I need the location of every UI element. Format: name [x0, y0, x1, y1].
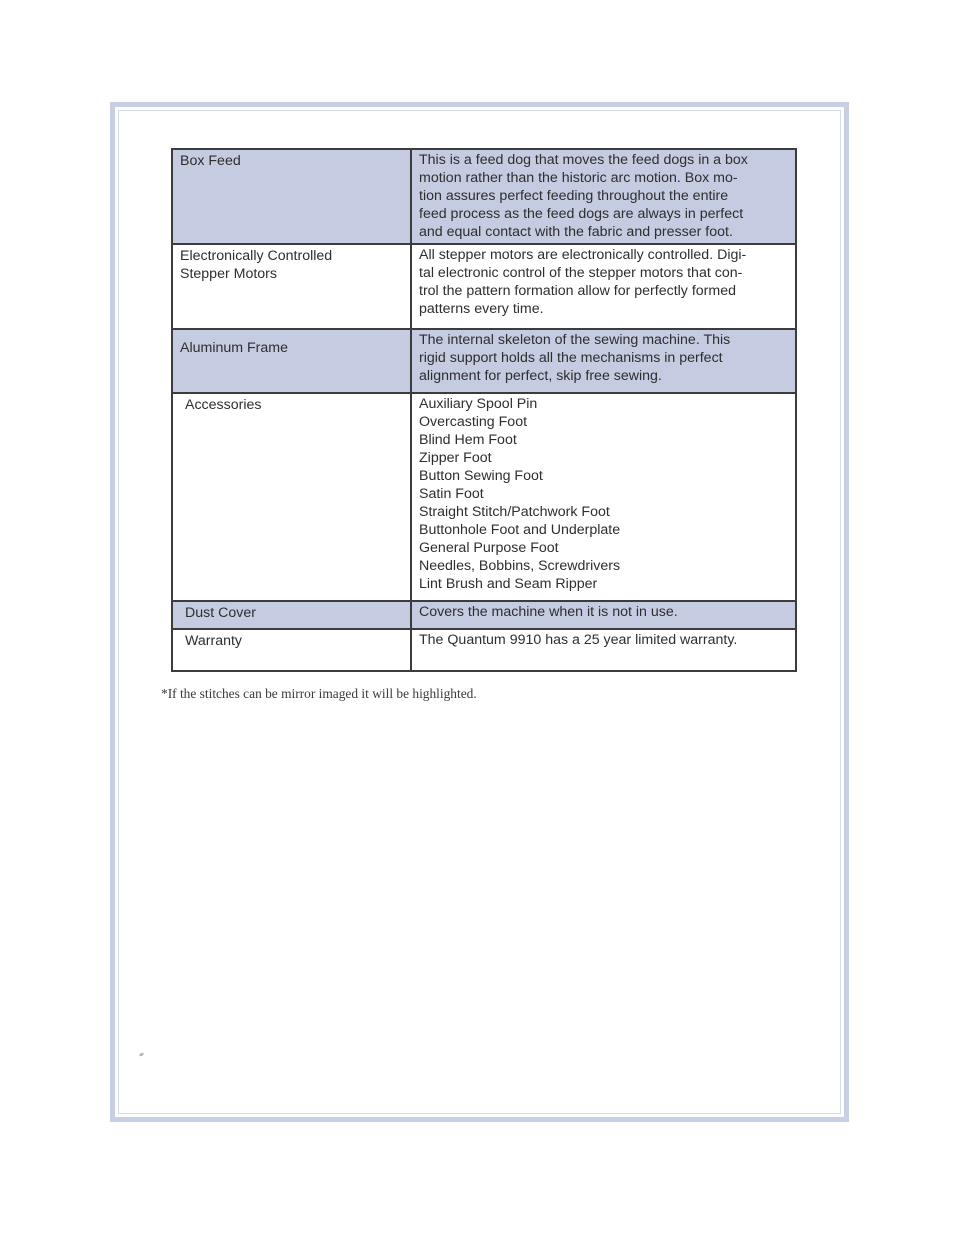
description-line: and equal contact with the fabric and presser foot.: [419, 224, 733, 240]
feature-description-cell: [411, 601, 796, 629]
feature-name-cell: [172, 629, 411, 671]
description-line: tal electronic control of the stepper motors that con-: [419, 265, 743, 281]
description-line: trol the pattern formation allow for perfectly formed: [419, 283, 736, 299]
feature-description-cell: [411, 244, 796, 329]
description-line: The Quantum 9910 has a 25 year limited warranty.: [419, 632, 738, 648]
description-line: All stepper motors are electronically controlled. Digi-: [419, 247, 747, 263]
feature-name-cell: [172, 329, 411, 393]
feature-name: Accessories: [185, 397, 262, 413]
table-row: [172, 601, 796, 629]
description-line: The internal skeleton of the sewing machine. This: [419, 332, 731, 348]
accessory-item: Blind Hem Foot: [419, 432, 517, 448]
feature-description-cell: [411, 629, 796, 671]
feature-name-cell: [172, 149, 411, 244]
feature-name: Warranty: [185, 633, 243, 649]
description-line: rigid support holds all the mechanisms in perfect: [419, 350, 723, 366]
description-line: motion rather than the historic arc motion. Box mo-: [419, 170, 738, 186]
accessory-item: Needles, Bobbins, Screwdrivers: [419, 558, 621, 574]
accessory-item: Buttonhole Foot and Underplate: [419, 522, 621, 538]
accessory-item: Button Sewing Foot: [419, 468, 543, 484]
table-row: [172, 149, 796, 244]
feature-table: [171, 148, 797, 672]
feature-name: Electronically Controlled: [180, 248, 333, 264]
feature-name: Aluminum Frame: [180, 340, 289, 356]
accessory-item: Straight Stitch/Patchwork Foot: [419, 504, 610, 520]
description-line: patterns every time.: [419, 301, 544, 317]
feature-description-cell: [411, 393, 796, 601]
description-line: tion assures perfect feeding throughout the entire: [419, 188, 729, 204]
feature-name-cell: [172, 244, 411, 329]
feature-name: Dust Cover: [185, 605, 256, 621]
table-row: [172, 629, 796, 671]
description-line: alignment for perfect, skip free sewing.: [419, 368, 662, 384]
accessory-item: Overcasting Foot: [419, 414, 528, 430]
feature-description-cell: [411, 329, 796, 393]
accessory-item: Zipper Foot: [419, 450, 492, 466]
description-line: This is a feed dog that moves the feed dogs in a box: [419, 152, 748, 168]
footnote: *If the stitches can be mirror imaged it will be highlighted.: [161, 686, 477, 701]
table-row: [172, 244, 796, 329]
feature-name-cell: [172, 393, 411, 601]
table-row: [172, 329, 796, 393]
accessory-item: General Purpose Foot: [419, 540, 559, 556]
table-row: [172, 393, 796, 601]
feature-description-cell: [411, 149, 796, 244]
accessory-item: Satin Foot: [419, 486, 484, 502]
feature-name: Box Feed: [180, 153, 241, 169]
accessory-item: Lint Brush and Seam Ripper: [419, 576, 598, 592]
description-line: feed process as the feed dogs are always in perfect: [419, 206, 744, 222]
feature-name-cell: [172, 601, 411, 629]
feature-table-body: [172, 149, 796, 671]
description-line: Covers the machine when it is not in use.: [419, 604, 678, 620]
accessory-item: Auxiliary Spool Pin: [419, 396, 538, 412]
feature-name: Stepper Motors: [180, 266, 277, 282]
